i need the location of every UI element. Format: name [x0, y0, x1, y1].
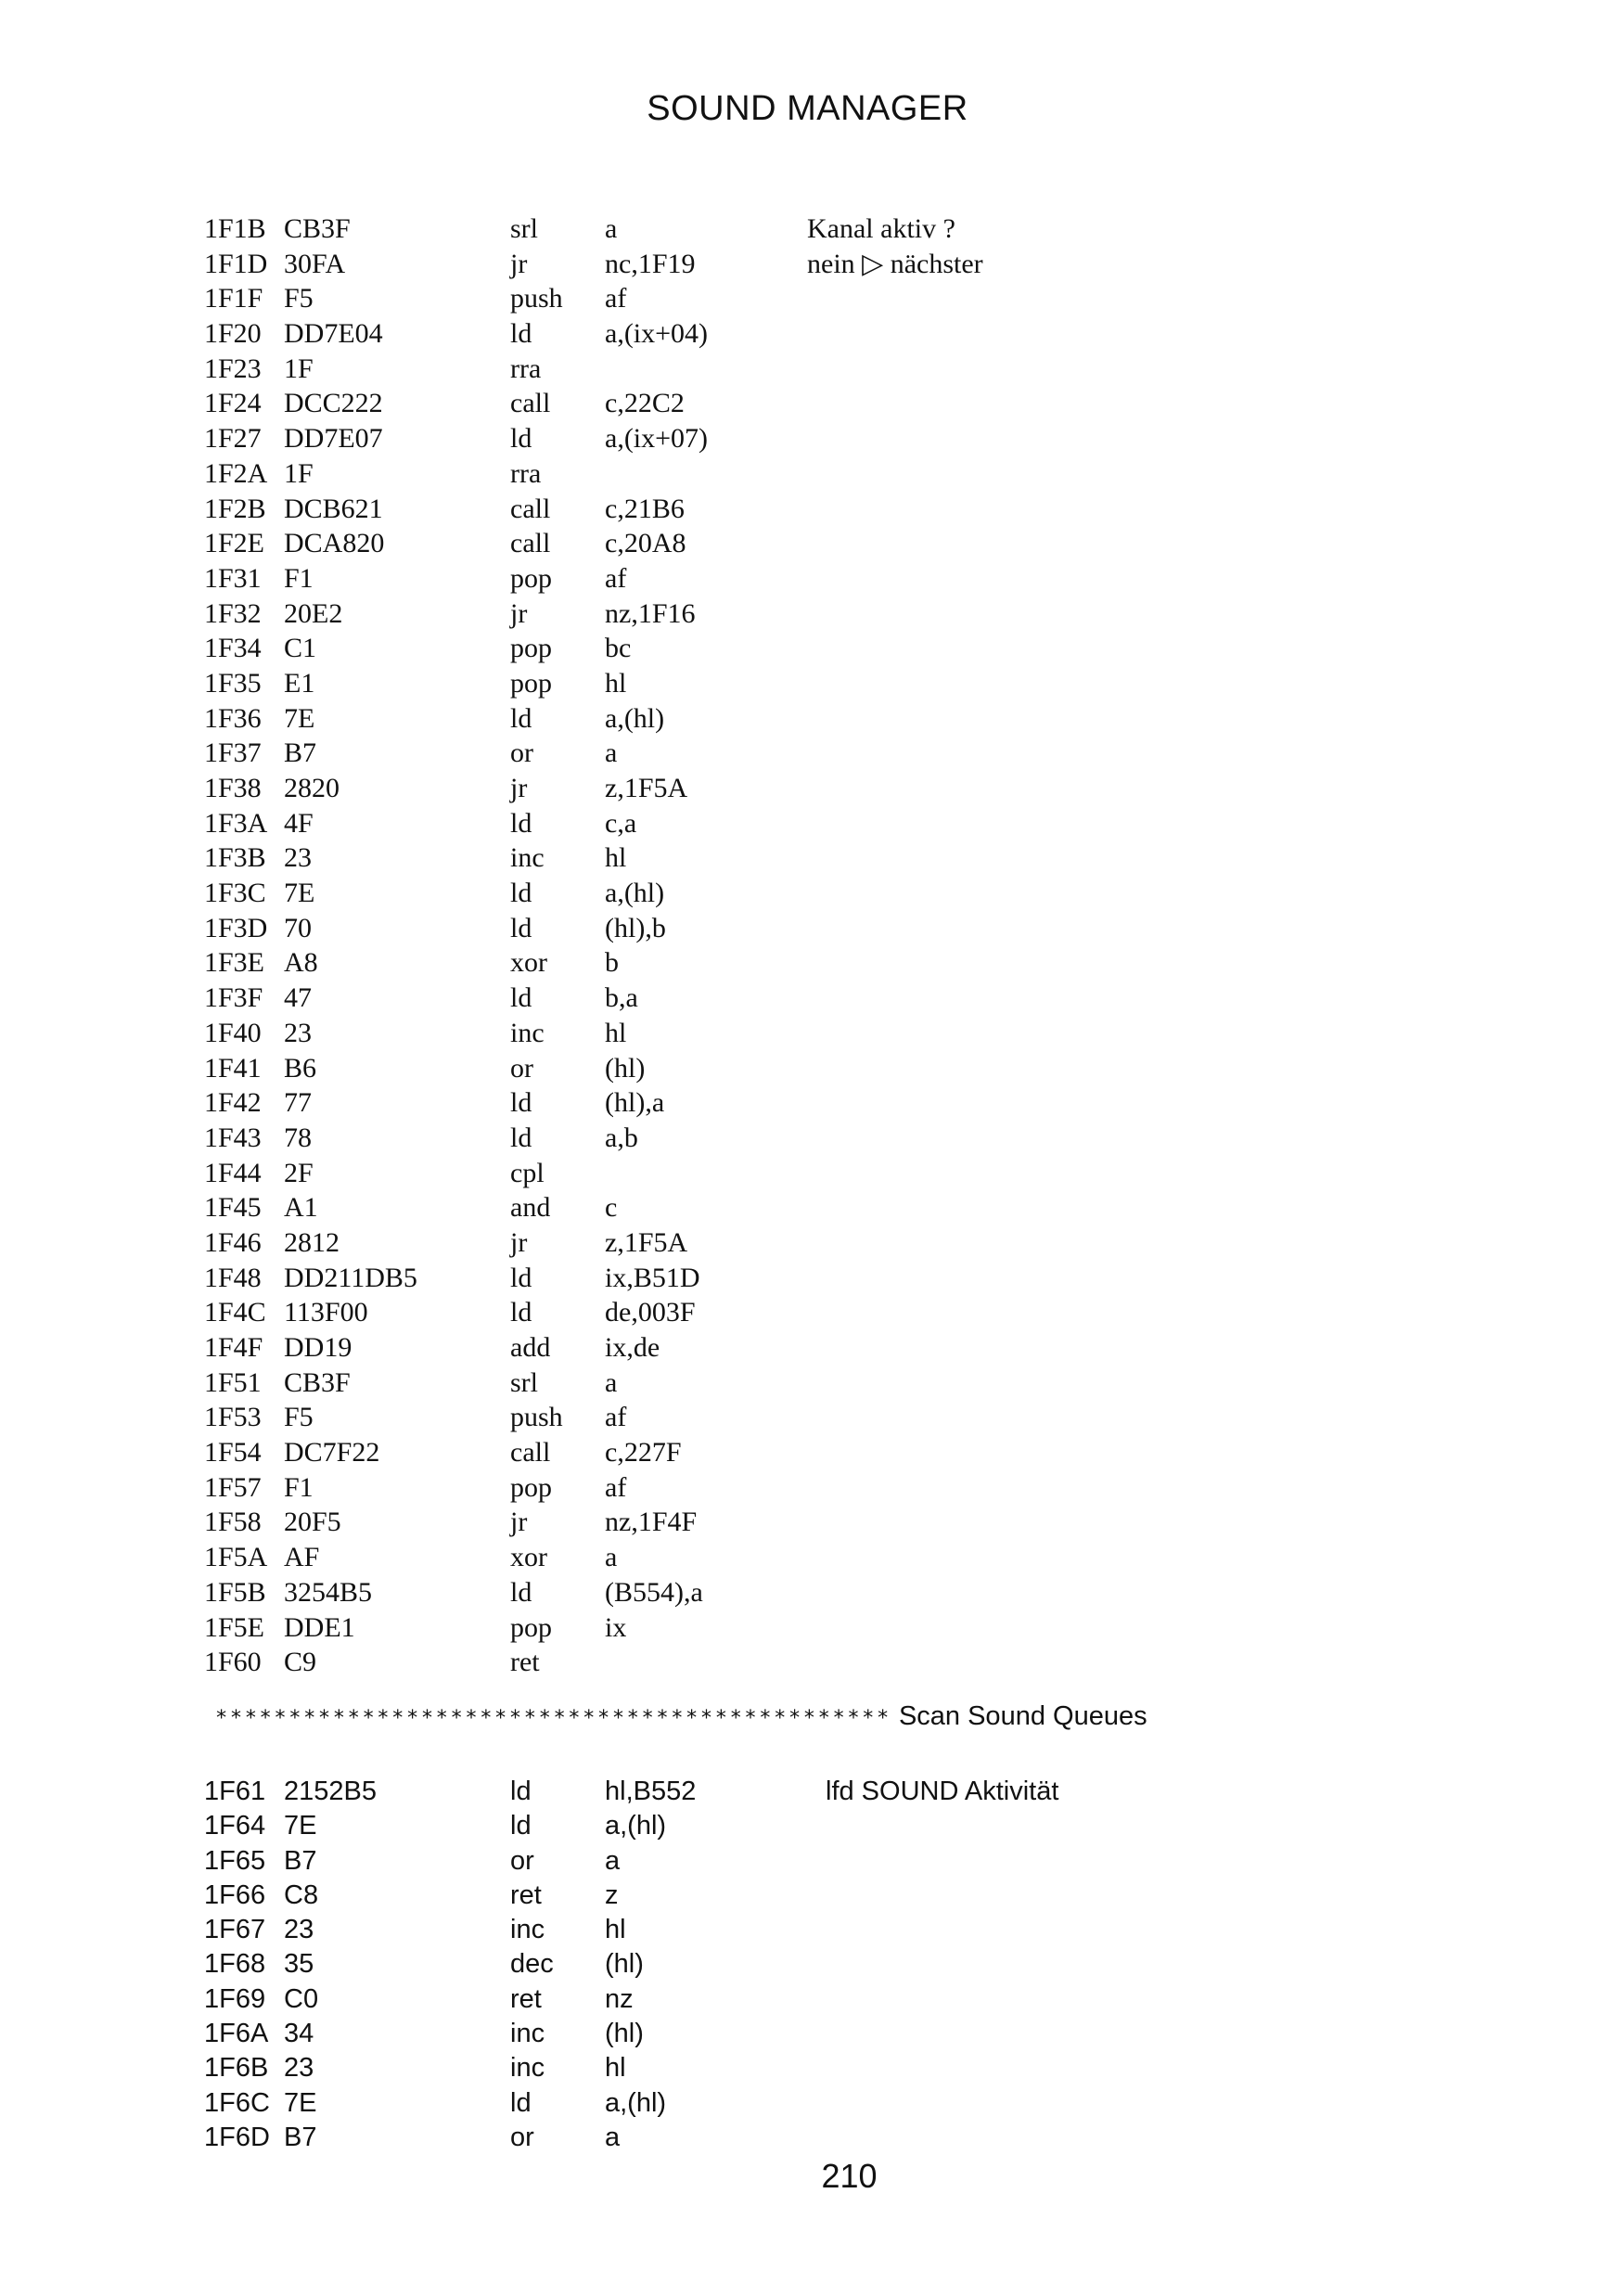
- hex-code-cell: F1: [284, 1471, 314, 1503]
- mnemonic-cell: pop: [510, 1471, 552, 1503]
- listing-line: [204, 736, 1503, 771]
- address-cell: 1F41: [204, 1052, 262, 1084]
- address-cell: 1F4C: [204, 1297, 266, 1328]
- mnemonic-cell: inc: [510, 1017, 545, 1048]
- hex-code-cell: 20F5: [284, 1507, 341, 1538]
- mnemonic-cell: call: [510, 528, 551, 559]
- operand-cell: ix,de: [605, 1332, 660, 1363]
- hex-code-cell: B7: [284, 2122, 317, 2152]
- address-cell: 1F5A: [204, 1542, 268, 1573]
- operand-cell: hl: [605, 842, 627, 874]
- hex-code-cell: 7E: [284, 702, 315, 734]
- operand-cell: c,a: [605, 807, 637, 839]
- mnemonic-cell: inc: [510, 2019, 545, 2049]
- address-cell: 1F3E: [204, 947, 265, 979]
- listing-line: [204, 840, 1503, 876]
- operand-cell: a,(hl): [605, 1811, 667, 1841]
- listing-line: [204, 526, 1503, 561]
- hex-code-cell: 2820: [284, 773, 340, 803]
- listing-line: [204, 1085, 1503, 1121]
- mnemonic-cell: jr: [510, 1507, 528, 1538]
- listing-line: [204, 596, 1503, 632]
- hex-code-cell: 23: [284, 1017, 312, 1048]
- address-cell: 1F68: [204, 1949, 266, 1980]
- operand-cell: z,1F5A: [605, 773, 688, 803]
- mnemonic-cell: or: [510, 2122, 534, 2152]
- address-cell: 1F35: [204, 667, 262, 699]
- hex-code-cell: DC7F22: [284, 1437, 380, 1469]
- hex-code-cell: 23: [284, 2053, 314, 2084]
- address-cell: 1F65: [204, 1845, 266, 1876]
- operand-cell: af: [605, 1402, 627, 1433]
- operand-cell: c: [605, 1192, 618, 1224]
- operand-cell: de,003F: [605, 1297, 696, 1328]
- hex-code-cell: DDE1: [284, 1611, 355, 1643]
- listing-line: [204, 806, 1503, 841]
- address-cell: 1F48: [204, 1262, 262, 1293]
- hex-code-cell: DD7E04: [284, 318, 383, 350]
- hex-code-cell: 20E2: [284, 597, 343, 629]
- listing-line: [204, 2051, 1503, 2085]
- address-cell: 1F57: [204, 1471, 262, 1503]
- address-cell: 1F3D: [204, 912, 268, 943]
- listing-line: [204, 876, 1503, 911]
- listing-line: [204, 1775, 1503, 1809]
- page-number: 210: [821, 2157, 878, 2195]
- address-cell: 1F58: [204, 1507, 262, 1538]
- address-cell: 1F3F: [204, 982, 263, 1014]
- operand-cell: a,(hl): [605, 2087, 667, 2118]
- hex-code-cell: DCC222: [284, 388, 383, 419]
- listing-line: [204, 1190, 1503, 1225]
- listing-line: [204, 316, 1503, 352]
- mnemonic-cell: jr: [510, 597, 528, 629]
- listing-line: [204, 247, 1503, 282]
- listing-line: [204, 1121, 1503, 1156]
- hex-code-cell: DCB621: [284, 493, 383, 524]
- address-cell: 1F43: [204, 1122, 262, 1153]
- hex-code-cell: 23: [284, 1915, 314, 1945]
- comment-cell: Kanal aktiv ?: [807, 213, 955, 244]
- address-cell: 1F2E: [204, 528, 265, 559]
- mnemonic-cell: call: [510, 493, 551, 524]
- section-separator: [215, 1701, 1147, 1732]
- address-cell: 1F38: [204, 773, 262, 803]
- mnemonic-cell: ld: [510, 2087, 532, 2118]
- hex-code-cell: C8: [284, 1879, 319, 1910]
- operand-cell: c,227F: [605, 1437, 682, 1469]
- operand-cell: a,(hl): [605, 702, 665, 734]
- operand-cell: hl: [605, 1017, 627, 1048]
- listing-line: [204, 1947, 1503, 1982]
- listing-line: [204, 1330, 1503, 1366]
- address-cell: 1F24: [204, 388, 262, 419]
- hex-code-cell: 30FA: [284, 248, 346, 279]
- hex-code-cell: 70: [284, 912, 312, 943]
- hex-code-cell: C0: [284, 1983, 319, 2014]
- listing-line: [204, 631, 1503, 666]
- operand-cell: (hl),b: [605, 912, 666, 943]
- mnemonic-cell: or: [510, 1052, 533, 1084]
- listing-line: [204, 1366, 1503, 1401]
- mnemonic-cell: ld: [510, 982, 532, 1014]
- mnemonic-cell: pop: [510, 562, 552, 594]
- operand-cell: nc,1F19: [605, 248, 696, 279]
- mnemonic-cell: rra: [510, 457, 542, 489]
- operand-cell: hl: [605, 2053, 626, 2084]
- address-cell: 1F1B: [204, 213, 266, 244]
- mnemonic-cell: srl: [510, 1366, 538, 1398]
- mnemonic-cell: call: [510, 388, 551, 419]
- operand-cell: af: [605, 1471, 627, 1503]
- hex-code-cell: F5: [284, 283, 314, 314]
- operand-cell: a: [605, 213, 618, 244]
- listing-line: [204, 1610, 1503, 1646]
- listing-line: [204, 2121, 1503, 2155]
- address-cell: 1F32: [204, 597, 262, 629]
- operand-cell: z: [605, 1879, 619, 1910]
- hex-code-cell: B6: [284, 1052, 317, 1084]
- hex-code-cell: AF: [284, 1542, 320, 1573]
- listing-line: [204, 1016, 1503, 1051]
- listing-line: [204, 1156, 1503, 1191]
- address-cell: 1F36: [204, 702, 262, 734]
- address-cell: 1F4F: [204, 1332, 263, 1363]
- operand-cell: (hl): [605, 2019, 644, 2049]
- listing-line: [204, 1575, 1503, 1610]
- listing-line: [204, 212, 1503, 247]
- address-cell: 1F31: [204, 562, 262, 594]
- listing-line: [204, 911, 1503, 946]
- mnemonic-cell: push: [510, 1402, 563, 1433]
- hex-code-cell: C1: [284, 633, 317, 664]
- mnemonic-cell: rra: [510, 353, 542, 384]
- section-heading: Scan Sound Queues: [898, 1701, 1147, 1731]
- hex-code-cell: 7E: [284, 2087, 317, 2118]
- hex-code-cell: 3254B5: [284, 1576, 373, 1608]
- address-cell: 1F27: [204, 423, 262, 455]
- operand-cell: hl,B552: [605, 1777, 697, 1806]
- hex-code-cell: CB3F: [284, 1366, 351, 1398]
- mnemonic-cell: inc: [510, 2053, 545, 2084]
- listing-line: [204, 1540, 1503, 1575]
- mnemonic-cell: ld: [510, 878, 532, 909]
- mnemonic-cell: pop: [510, 667, 552, 699]
- hex-code-cell: 4F: [284, 807, 314, 839]
- listing-line: [204, 981, 1503, 1016]
- address-cell: 1F46: [204, 1226, 262, 1258]
- hex-code-cell: 23: [284, 842, 312, 874]
- listing-line: [204, 1295, 1503, 1330]
- address-cell: 1F45: [204, 1192, 262, 1224]
- address-cell: 1F69: [204, 1983, 266, 2014]
- mnemonic-cell: ld: [510, 1777, 532, 1806]
- listing-line: [204, 945, 1503, 981]
- listing-line: [204, 771, 1503, 806]
- listing-line: [204, 1645, 1503, 1680]
- listing-line: [204, 1470, 1503, 1506]
- mnemonic-cell: xor: [510, 947, 547, 979]
- listing-line: [204, 1913, 1503, 1947]
- hex-code-cell: 2152B5: [284, 1777, 377, 1806]
- listing-line: [204, 281, 1503, 316]
- operand-cell: ix: [605, 1611, 627, 1643]
- listing-line: [204, 666, 1503, 701]
- operand-cell: c,22C2: [605, 388, 685, 419]
- hex-code-cell: 7E: [284, 878, 315, 909]
- listing-line: [204, 1505, 1503, 1540]
- mnemonic-cell: ld: [510, 423, 532, 455]
- comment-cell: nein ▷ nächster: [807, 248, 983, 279]
- operand-cell: a,(hl): [605, 878, 665, 909]
- operand-cell: (hl): [605, 1949, 644, 1980]
- operand-cell: a,b: [605, 1122, 638, 1153]
- mnemonic-cell: push: [510, 283, 563, 314]
- address-cell: 1F1D: [204, 248, 268, 279]
- hex-code-cell: 2812: [284, 1226, 340, 1258]
- hex-code-cell: DD7E07: [284, 423, 383, 455]
- mnemonic-cell: ld: [510, 1811, 532, 1841]
- operand-cell: nz: [605, 1983, 634, 2014]
- address-cell: 1F51: [204, 1366, 262, 1398]
- address-cell: 1F1F: [204, 283, 263, 314]
- operand-cell: (hl): [605, 1052, 646, 1084]
- address-cell: 1F64: [204, 1811, 266, 1841]
- mnemonic-cell: or: [510, 738, 533, 769]
- listing-line: [204, 492, 1503, 527]
- hex-code-cell: A1: [284, 1192, 318, 1224]
- listing-line: [204, 1879, 1503, 1913]
- hex-code-cell: F5: [284, 1402, 314, 1433]
- operand-cell: a: [605, 1366, 618, 1398]
- mnemonic-cell: ld: [510, 1262, 532, 1293]
- operand-cell: z,1F5A: [605, 1226, 688, 1258]
- address-cell: 1F2B: [204, 493, 266, 524]
- listing-line: [204, 1809, 1503, 1843]
- operand-cell: nz,1F4F: [605, 1507, 698, 1538]
- address-cell: 1F6D: [204, 2122, 270, 2152]
- listing-line: [204, 2086, 1503, 2121]
- address-cell: 1F67: [204, 1915, 266, 1945]
- operand-cell: c,20A8: [605, 528, 686, 559]
- mnemonic-cell: pop: [510, 633, 552, 664]
- address-cell: 1F34: [204, 633, 262, 664]
- operand-cell: a: [605, 2122, 621, 2152]
- mnemonic-cell: and: [510, 1192, 551, 1224]
- mnemonic-cell: jr: [510, 248, 528, 279]
- address-cell: 1F6C: [204, 2087, 270, 2118]
- address-cell: 1F54: [204, 1437, 262, 1469]
- operand-cell: bc: [605, 633, 632, 664]
- hex-code-cell: 7E: [284, 1811, 317, 1841]
- mnemonic-cell: ld: [510, 807, 532, 839]
- hex-code-cell: 113F00: [284, 1297, 368, 1328]
- address-cell: 1F40: [204, 1017, 262, 1048]
- listing-line: [204, 456, 1503, 492]
- hex-code-cell: DD19: [284, 1332, 352, 1363]
- operand-cell: af: [605, 283, 627, 314]
- address-cell: 1F53: [204, 1402, 262, 1433]
- address-cell: 1F3B: [204, 842, 266, 874]
- listing-line: [204, 386, 1503, 421]
- address-cell: 1F6A: [204, 2019, 269, 2049]
- hex-code-cell: CB3F: [284, 213, 351, 244]
- address-cell: 1F3C: [204, 878, 266, 909]
- operand-cell: af: [605, 562, 627, 594]
- listing-line: [204, 701, 1503, 737]
- hex-code-cell: 2F: [284, 1157, 314, 1188]
- comment-cell: lfd SOUND Aktivität: [826, 1777, 1059, 1806]
- operand-cell: (B554),a: [605, 1576, 703, 1608]
- listing-line: [204, 352, 1503, 387]
- hex-code-cell: F1: [284, 562, 314, 594]
- listing-line: [204, 1261, 1503, 1296]
- listing-line: [204, 1225, 1503, 1261]
- operand-cell: a: [605, 1845, 621, 1876]
- address-cell: 1F5B: [204, 1576, 266, 1608]
- address-cell: 1F3A: [204, 807, 268, 839]
- operand-cell: (hl),a: [605, 1087, 665, 1119]
- mnemonic-cell: ld: [510, 1087, 532, 1119]
- operand-cell: hl: [605, 667, 627, 699]
- address-cell: 1F61: [204, 1777, 266, 1806]
- address-cell: 1F44: [204, 1157, 262, 1188]
- address-cell: 1F2A: [204, 457, 268, 489]
- mnemonic-cell: jr: [510, 1226, 528, 1258]
- mnemonic-cell: cpl: [510, 1157, 545, 1188]
- hex-code-cell: 78: [284, 1122, 312, 1153]
- address-cell: 1F66: [204, 1879, 266, 1910]
- mnemonic-cell: ld: [510, 702, 532, 734]
- hex-code-cell: DCA820: [284, 528, 385, 559]
- mnemonic-cell: dec: [510, 1949, 554, 1980]
- listing-line: [204, 1400, 1503, 1435]
- hex-code-cell: B7: [284, 1845, 317, 1876]
- hex-code-cell: DD211DB5: [284, 1262, 417, 1293]
- mnemonic-cell: ld: [510, 1297, 532, 1328]
- mnemonic-cell: ld: [510, 318, 532, 350]
- listing-line: [204, 2017, 1503, 2051]
- hex-code-cell: 35: [284, 1949, 314, 1980]
- listing-line: [204, 1051, 1503, 1086]
- mnemonic-cell: ld: [510, 1576, 532, 1608]
- mnemonic-cell: ld: [510, 912, 532, 943]
- mnemonic-cell: inc: [510, 842, 545, 874]
- mnemonic-cell: xor: [510, 1542, 547, 1573]
- hex-code-cell: 47: [284, 982, 312, 1014]
- code-listing-part-1: [204, 212, 1503, 1680]
- hex-code-cell: B7: [284, 738, 317, 769]
- operand-cell: a,(ix+04): [605, 318, 709, 350]
- mnemonic-cell: srl: [510, 213, 538, 244]
- listing-line: [204, 421, 1503, 456]
- listing-line: [204, 1982, 1503, 2017]
- separator-stars: **********************************************: [215, 1707, 891, 1730]
- code-listing-part-2: [204, 1775, 1503, 2155]
- mnemonic-cell: ret: [510, 1879, 542, 1910]
- mnemonic-cell: ret: [510, 1983, 542, 2014]
- mnemonic-cell: pop: [510, 1611, 552, 1643]
- mnemonic-cell: ld: [510, 1122, 532, 1153]
- operand-cell: c,21B6: [605, 493, 685, 524]
- address-cell: 1F20: [204, 318, 262, 350]
- address-cell: 1F60: [204, 1647, 262, 1678]
- operand-cell: b: [605, 947, 619, 979]
- mnemonic-cell: or: [510, 1845, 534, 1876]
- mnemonic-cell: call: [510, 1437, 551, 1469]
- hex-code-cell: C9: [284, 1647, 317, 1678]
- operand-cell: ix,B51D: [605, 1262, 700, 1293]
- hex-code-cell: E1: [284, 667, 315, 699]
- mnemonic-cell: add: [510, 1332, 551, 1363]
- hex-code-cell: A8: [284, 947, 318, 979]
- address-cell: 1F37: [204, 738, 262, 769]
- listing-line: [204, 1435, 1503, 1470]
- operand-cell: nz,1F16: [605, 597, 696, 629]
- mnemonic-cell: ret: [510, 1647, 540, 1678]
- listing-line: [204, 1844, 1503, 1879]
- hex-code-cell: 1F: [284, 457, 314, 489]
- mnemonic-cell: inc: [510, 1915, 545, 1945]
- page-title: SOUND MANAGER: [647, 89, 968, 128]
- hex-code-cell: 34: [284, 2019, 314, 2049]
- hex-code-cell: 77: [284, 1087, 312, 1119]
- operand-cell: a: [605, 1542, 618, 1573]
- mnemonic-cell: jr: [510, 773, 528, 803]
- address-cell: 1F5E: [204, 1611, 265, 1643]
- operand-cell: a,(ix+07): [605, 423, 709, 455]
- operand-cell: b,a: [605, 982, 638, 1014]
- listing-line: [204, 561, 1503, 596]
- address-cell: 1F42: [204, 1087, 262, 1119]
- operand-cell: hl: [605, 1915, 626, 1945]
- address-cell: 1F6B: [204, 2053, 269, 2084]
- operand-cell: a: [605, 738, 618, 769]
- hex-code-cell: 1F: [284, 353, 314, 384]
- address-cell: 1F23: [204, 353, 262, 384]
